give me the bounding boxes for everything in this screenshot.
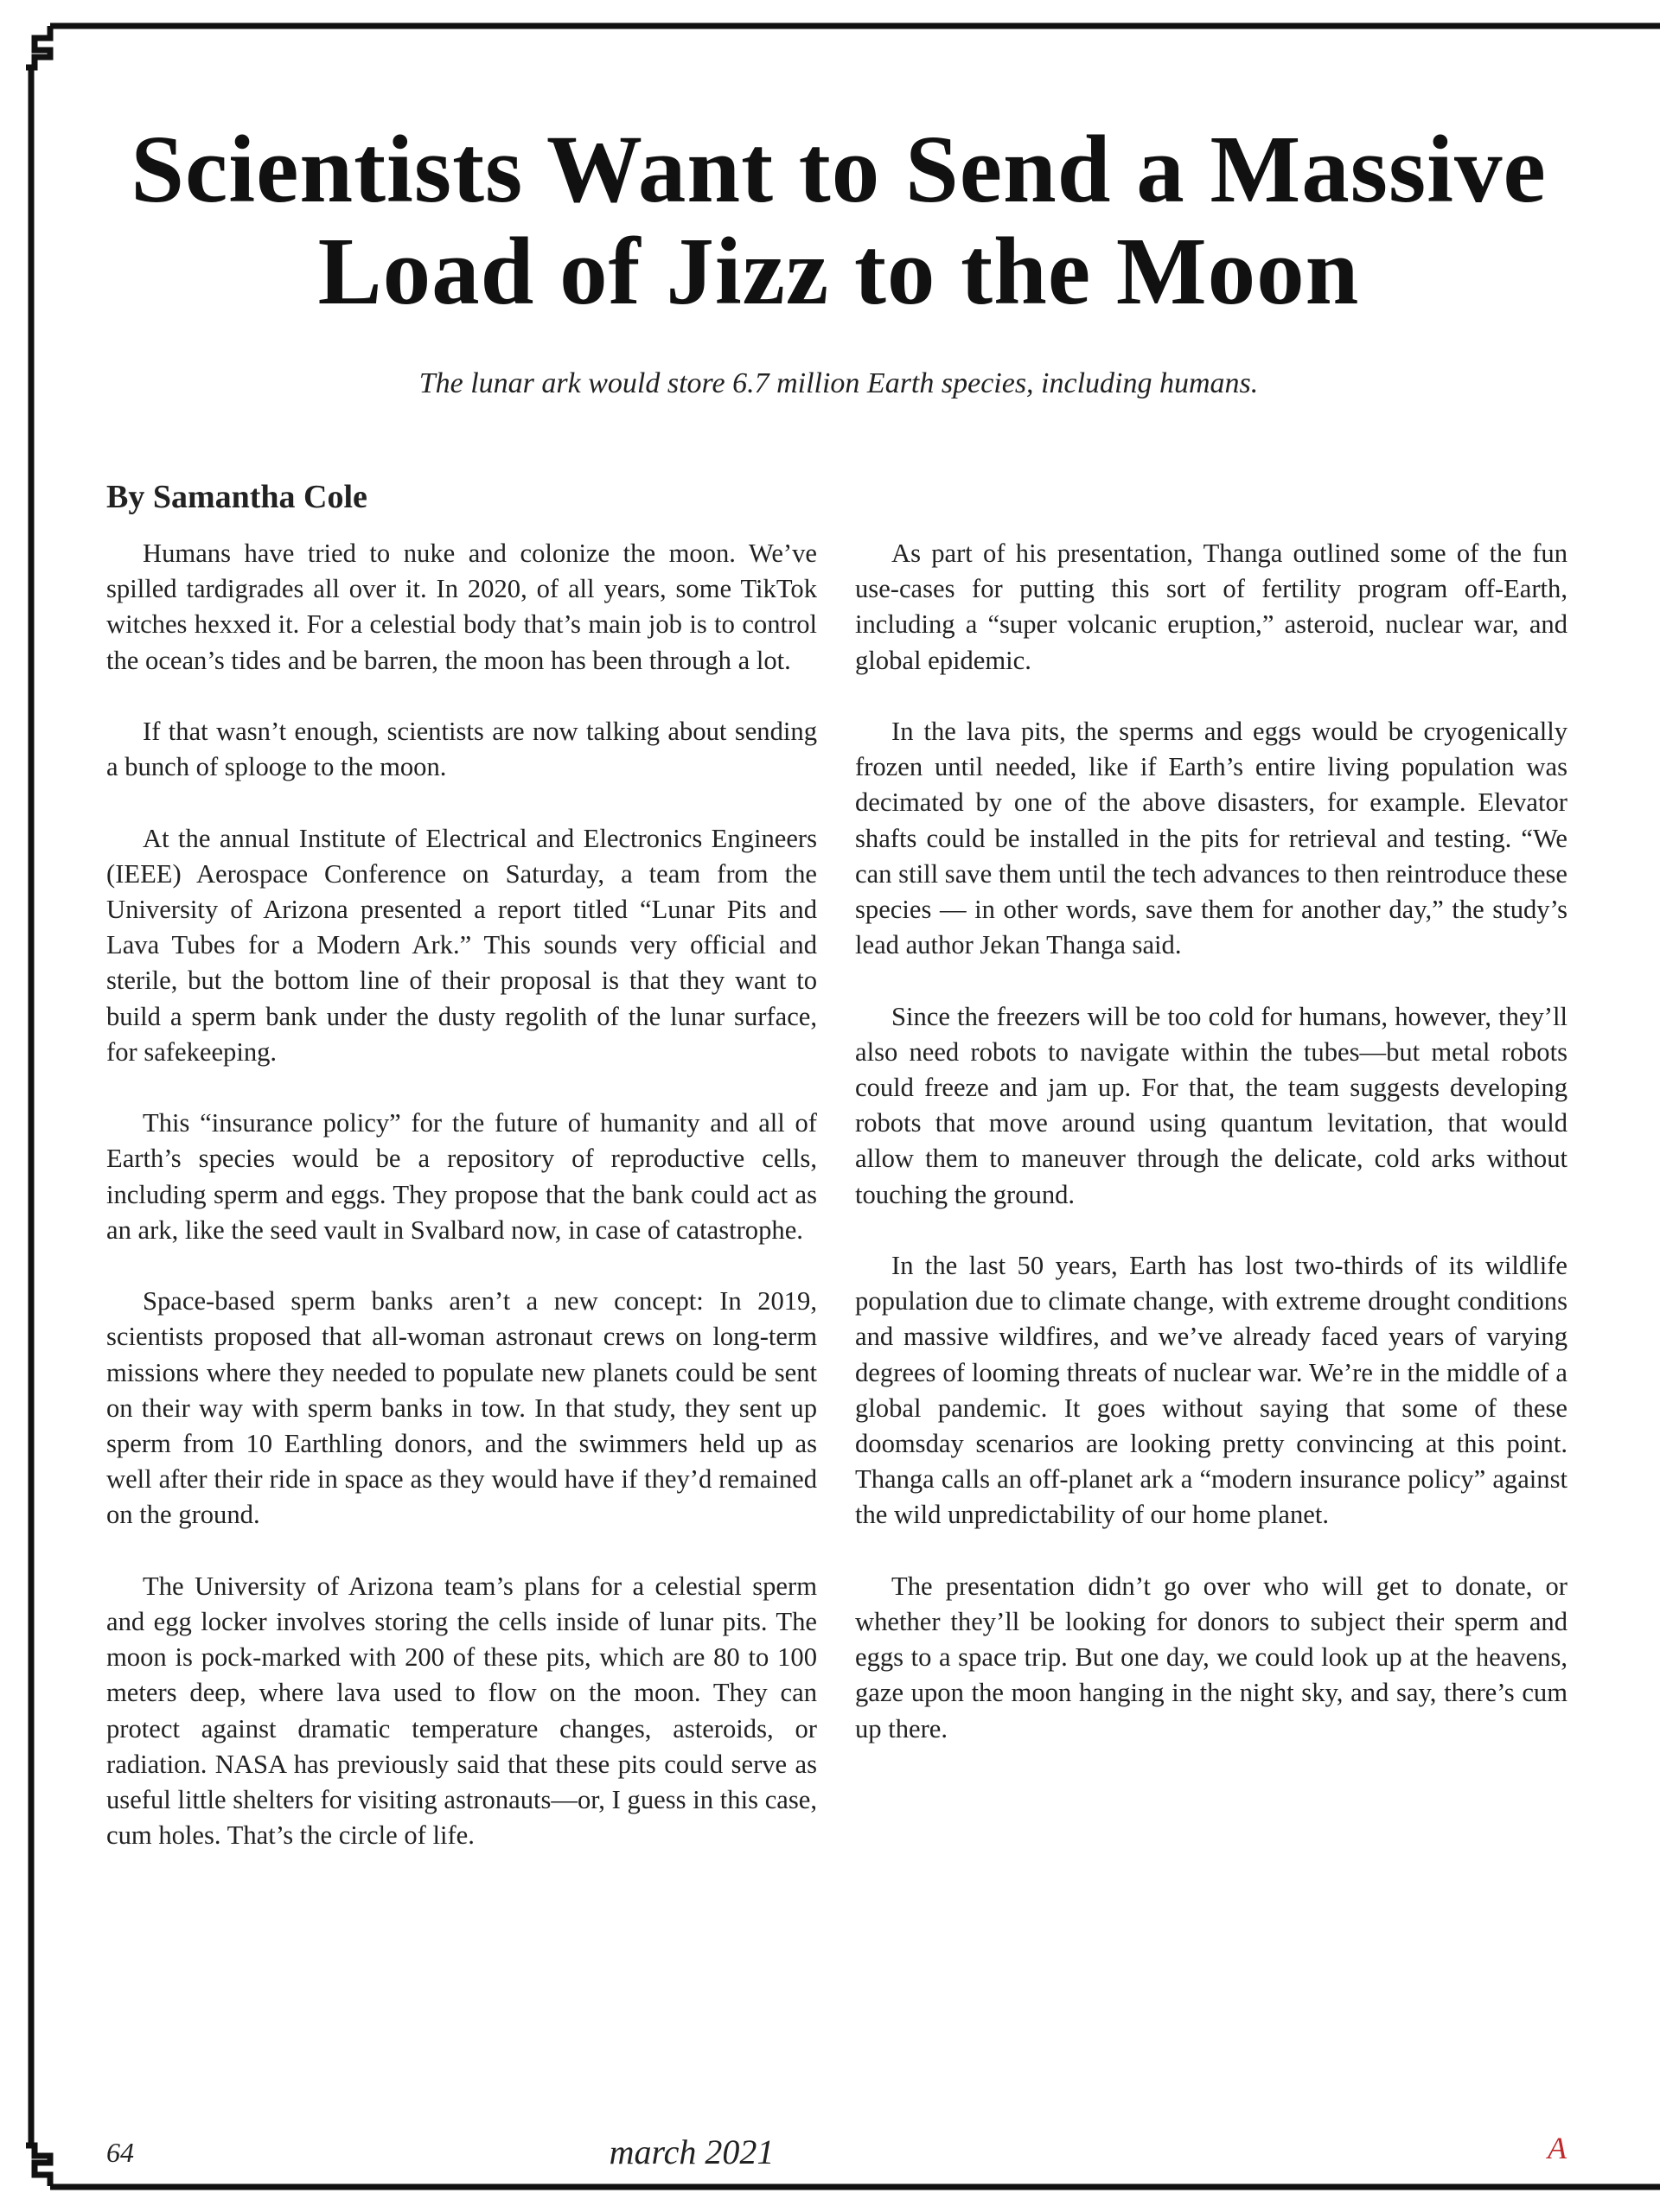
article-right-column: [855, 536, 1567, 1782]
article-paragraph: In the lava pits, the sperms and eggs would be cryogenically frozen until needed, like if Earth’s entire living population was decimated by one of the above disasters, for example. Elevator shafts could be installed in the pits for retrieval and testing. “We can still save them until the tech advances to then reintroduce these species — in other words, save them for another day,” the study’s lead author Jekan Thanga said.: [855, 717, 1567, 960]
article-title-line-2: Load of Jizz to the Moon: [317, 219, 1360, 325]
article-paragraph: Space-based sperm banks aren’t a new concept: In 2019, scientists proposed that all-woman astronaut crews on long-term missions where they needed to populate new planets could be sent on their way with sperm banks in tow. In that study, they sent up sperm from 10 Earthling donors, and the swimmers held up as well after their ride in space as they would have if they’d remained on the ground.: [106, 1286, 817, 1530]
article-paragraph: If that wasn’t enough, scientists are now talking about sending a bunch of splooge to the moon.: [106, 717, 817, 782]
article-paragraph: Since the freezers will be too cold for humans, however, they’ll also need robots to navigate within the tubes—but metal robots could freeze and jam up. For that, the team suggests developing robots that move around using quantum levitation, that would allow them to maneuver through the delicate, cold arks without touching the ground.: [855, 1001, 1567, 1209]
article-paragraph: In the last 50 years, Earth has lost two-thirds of its wildlife population due to climate change, with extreme drought conditions and massive wildfires, and we’ve already faced years of varying degrees of looming threats of nuclear war. We’re in the middle of a global pandemic. It goes without saying that some of these doomsday scenarios are looking pretty convincing at this point. Thanga calls an off-planet ark a “modern insurance policy” against the wild unpredictability of our home planet.: [855, 1251, 1567, 1530]
article-paragraph: This “insurance policy” for the future of humanity and all of Earth’s species would be a repository of reproductive cells, including sperm and eggs. They propose that the bank could act as an ark, like the seed vault in Svalbard now, in case of catastrophe.: [106, 1108, 817, 1245]
article-title: [86, 119, 1591, 323]
article-paragraph: As part of his presentation, Thanga outlined some of the fun use-cases for putting this sort of fertility program off-Earth, including a “super volcanic eruption,” asteroid, nuclear war, and global epidemic.: [855, 539, 1567, 675]
publication-mark: A: [1548, 2131, 1567, 2165]
issue-date: march 2021: [609, 2132, 775, 2171]
article-paragraph: At the annual Institute of Electrical and Electronics Engineers (IEEE) Aerospace Conference on Saturday, a team from the University of Arizona presented a report titled “Lunar Pits and Lava Tubes for a Modern Ark.” This sounds very official and sterile, but the bottom line of their proposal is that they want to build a sperm bank under the dusty regolith of the lunar surface, for safekeeping.: [106, 823, 817, 1067]
page-number: 64: [106, 2137, 134, 2168]
article-byline: By Samantha Cole: [106, 479, 367, 515]
article-title-line-1: Scientists Want to Send a Massive: [131, 117, 1547, 223]
article-subtitle: The lunar ark would store 6.7 million Earth species, including humans.: [418, 367, 1259, 399]
article-left-column: [106, 536, 817, 1890]
article-paragraph: Humans have tried to nuke and colonize the moon. We’ve spilled tardigrades all over it. In 2020, of all years, some TikTok witches hexxed it. For a celestial body that’s main job is to control the ocean’s tides and be barren, the moon has been through a lot.: [106, 539, 817, 675]
article-paragraph: The presentation didn’t go over who will get to donate, or whether they’ll be looking for donors to subject their sperm and eggs to a space trip. But one day, we could look up at the heavens, gaze upon the moon hanging in the night sky, and say, there’s cum up there.: [855, 1571, 1567, 1743]
article-paragraph: The University of Arizona team’s plans for a celestial sperm and egg locker involves storing the cells inside of lunar pits. The moon is pock-marked with 200 of these pits, which are 80 to 100 meters deep, where lava used to flow on the moon. They can protect against dramatic temperature changes, asteroids, or radiation. NASA has previously said that these pits could serve as useful little shelters for visiting astronauts—or, I guess in this case, cum holes. That’s the circle of life.: [106, 1571, 817, 1851]
